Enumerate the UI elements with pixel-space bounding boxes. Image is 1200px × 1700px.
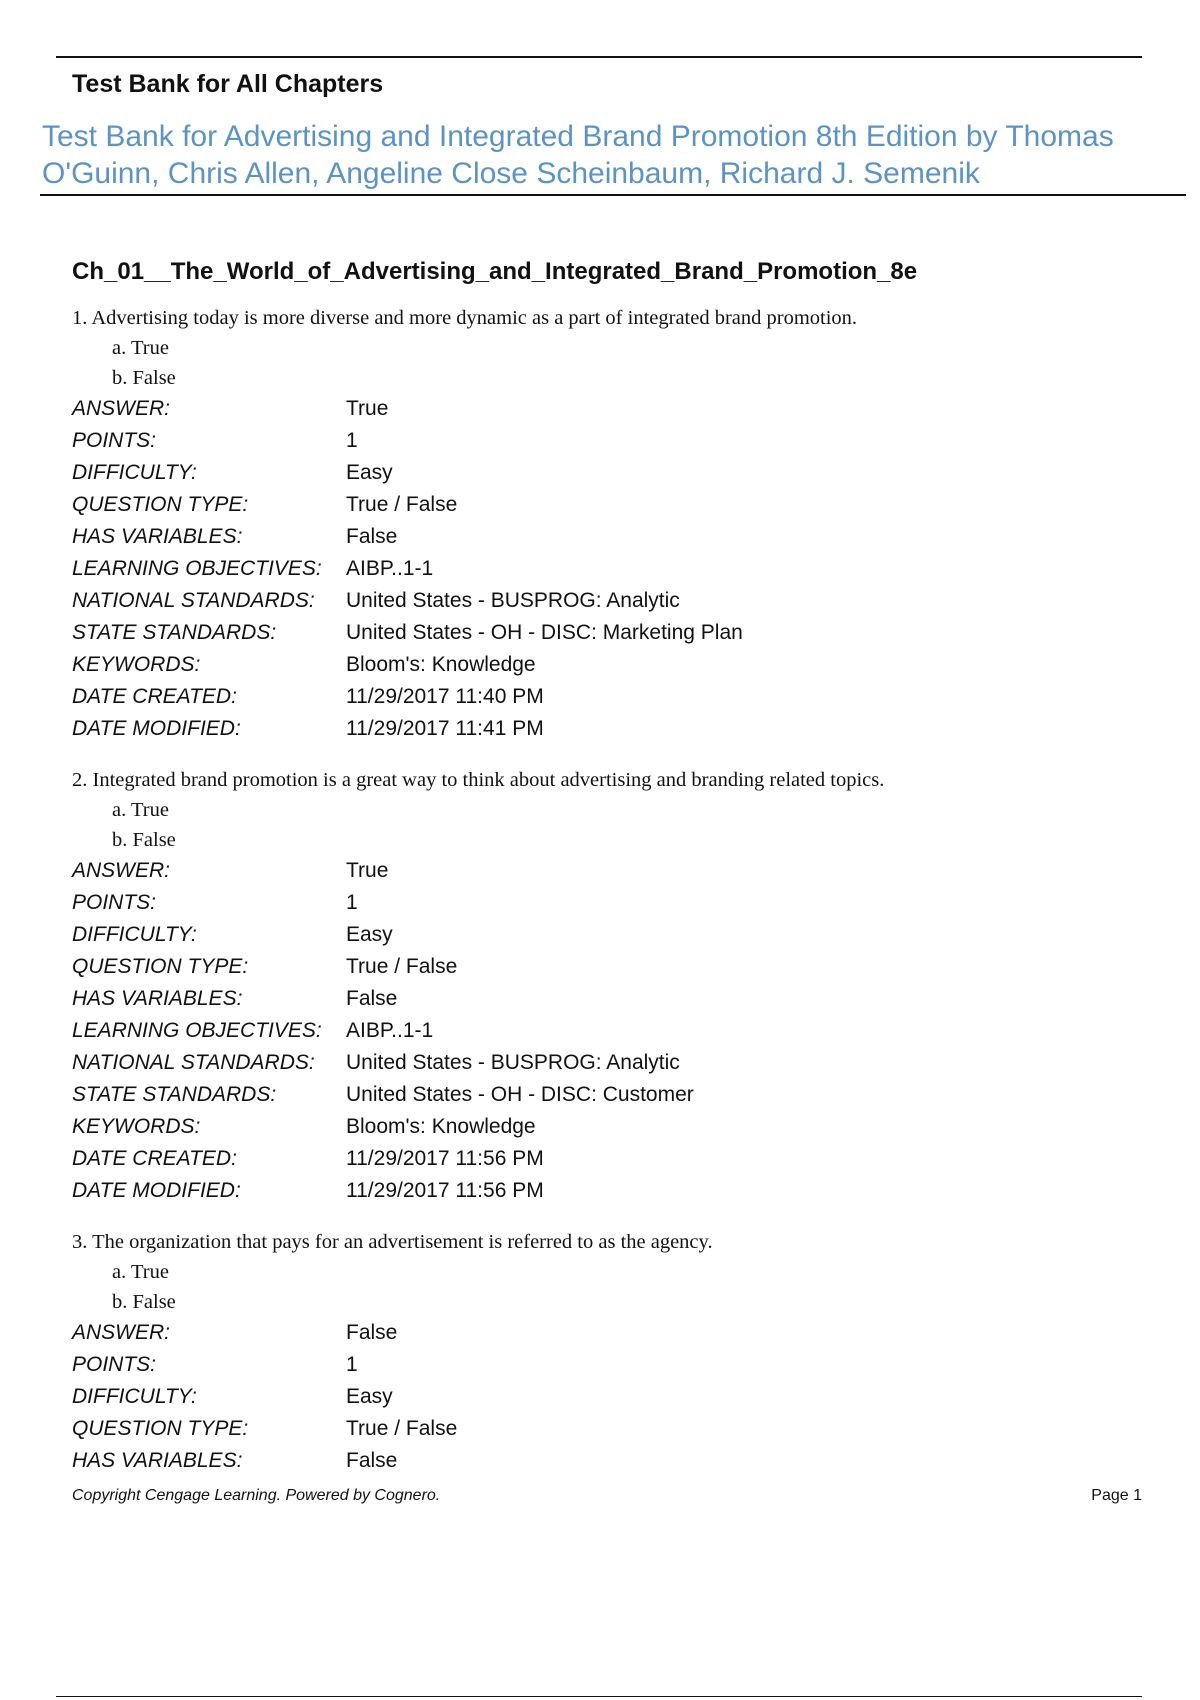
question-type-row [72,951,1152,983]
difficulty-label: DIFFICULTY: [72,461,197,484]
footer-copyright: Copyright Cengage Learning. Powered by Cognero. [72,1487,441,1504]
date-created-label: DATE CREATED: [72,685,237,708]
has-variables-row [72,983,1152,1015]
date-created-value: 11/29/2017 11:56 PM [346,1147,544,1170]
question-text: 1. Advertising today is more diverse and more dynamic as a part of integrated brand promotion. [72,307,858,329]
points-value: 1 [346,1353,358,1376]
points-row [72,1349,1152,1381]
date-modified-label: DATE MODIFIED: [72,717,241,740]
question-type-row [72,489,1152,521]
answer-value: False [346,1321,398,1344]
date-modified-label: DATE MODIFIED: [72,1179,241,1202]
answer-row [72,1317,1152,1349]
national-standards-value: United States - BUSPROG: Analytic [346,589,680,612]
answer-label: ANSWER: [72,1321,171,1344]
difficulty-row [72,919,1152,951]
national-standards-value: United States - BUSPROG: Analytic [346,1051,680,1074]
question-type-value: True / False [346,493,458,516]
points-label: POINTS: [72,1353,157,1376]
doc-header-label: Test Bank for All Chapters [72,70,384,98]
question-text: 2. Integrated brand promotion is a great way to think about advertising and branding related topics. [72,769,885,791]
choice-b: b. False [112,829,176,851]
has-variables-value: False [346,525,398,548]
choice-b: b. False [112,367,176,389]
has-variables-label: HAS VARIABLES: [72,1449,243,1472]
date-created-label: DATE CREATED: [72,1147,237,1170]
state-standards-value: United States - OH - DISC: Marketing Plan [346,621,743,644]
chapter-title: Ch_01__The_World_of_Advertising_and_Integrated_Brand_Promotion_8e [72,258,918,285]
national-standards-label: NATIONAL STANDARDS: [72,589,315,612]
date-modified-value: 11/29/2017 11:41 PM [346,717,544,740]
difficulty-row [72,1381,1152,1413]
date-modified-value: 11/29/2017 11:56 PM [346,1179,544,1202]
keywords-label: KEYWORDS: [72,653,201,676]
learning-objectives-label: LEARNING OBJECTIVES: [72,1019,322,1042]
has-variables-value: False [346,987,398,1010]
choice-a: a. True [112,799,169,821]
keywords-value: Bloom's: Knowledge [346,653,536,676]
question-3 [72,1227,1152,1477]
question-type-label: QUESTION TYPE: [72,493,249,516]
question-type-value: True / False [346,1417,458,1440]
national-standards-row [72,585,1152,617]
question-type-label: QUESTION TYPE: [72,955,249,978]
answer-label: ANSWER: [72,859,171,882]
keywords-row [72,649,1152,681]
state-standards-label: STATE STANDARDS: [72,621,277,644]
state-standards-row [72,617,1152,649]
answer-row [72,393,1152,425]
question-text: 3. The organization that pays for an advertisement is referred to as the agency. [72,1231,713,1253]
bottom-divider [56,1696,1142,1697]
state-standards-row [72,1079,1152,1111]
points-row [72,887,1152,919]
title-divider [40,194,1186,196]
learning-objectives-label: LEARNING OBJECTIVES: [72,557,322,580]
difficulty-value: Easy [346,1385,393,1408]
keywords-value: Bloom's: Knowledge [346,1115,536,1138]
question-1 [72,303,1152,745]
learning-objectives-value: AIBP..1-1 [346,1019,434,1042]
answer-value: True [346,859,389,882]
choice-b: b. False [112,1291,176,1313]
has-variables-label: HAS VARIABLES: [72,987,243,1010]
answer-label: ANSWER: [72,397,171,420]
question-type-value: True / False [346,955,458,978]
question-type-row [72,1413,1152,1445]
keywords-label: KEYWORDS: [72,1115,201,1138]
difficulty-label: DIFFICULTY: [72,1385,197,1408]
answer-value: True [346,397,389,420]
learning-objectives-row [72,553,1152,585]
date-modified-row [72,1175,1152,1207]
learning-objectives-row [72,1015,1152,1047]
difficulty-value: Easy [346,923,393,946]
national-standards-label: NATIONAL STANDARDS: [72,1051,315,1074]
date-created-row [72,1143,1152,1175]
choice-a: a. True [112,337,169,359]
has-variables-label: HAS VARIABLES: [72,525,243,548]
top-divider [56,56,1142,58]
difficulty-row [72,457,1152,489]
has-variables-value: False [346,1449,398,1472]
difficulty-value: Easy [346,461,393,484]
date-created-value: 11/29/2017 11:40 PM [346,685,544,708]
points-label: POINTS: [72,891,157,914]
page-number: Page 1 [1091,1487,1142,1504]
answer-row [72,855,1152,887]
has-variables-row [72,1445,1152,1477]
question-2 [72,765,1152,1207]
points-label: POINTS: [72,429,157,452]
doc-title: Test Bank for Advertising and Integrated Brand Promotion 8th Edition by Thomas O'Guinn, Chris Allen, Angeline Close Scheinbaum, Richard J. Semenik [42,120,1114,190]
national-standards-row [72,1047,1152,1079]
points-value: 1 [346,891,358,914]
state-standards-value: United States - OH - DISC: Customer [346,1083,694,1106]
difficulty-label: DIFFICULTY: [72,923,197,946]
date-modified-row [72,713,1152,745]
choice-a: a. True [112,1261,169,1283]
learning-objectives-value: AIBP..1-1 [346,557,434,580]
date-created-row [72,681,1152,713]
state-standards-label: STATE STANDARDS: [72,1083,277,1106]
points-value: 1 [346,429,358,452]
has-variables-row [72,521,1152,553]
keywords-row [72,1111,1152,1143]
points-row [72,425,1152,457]
question-type-label: QUESTION TYPE: [72,1417,249,1440]
